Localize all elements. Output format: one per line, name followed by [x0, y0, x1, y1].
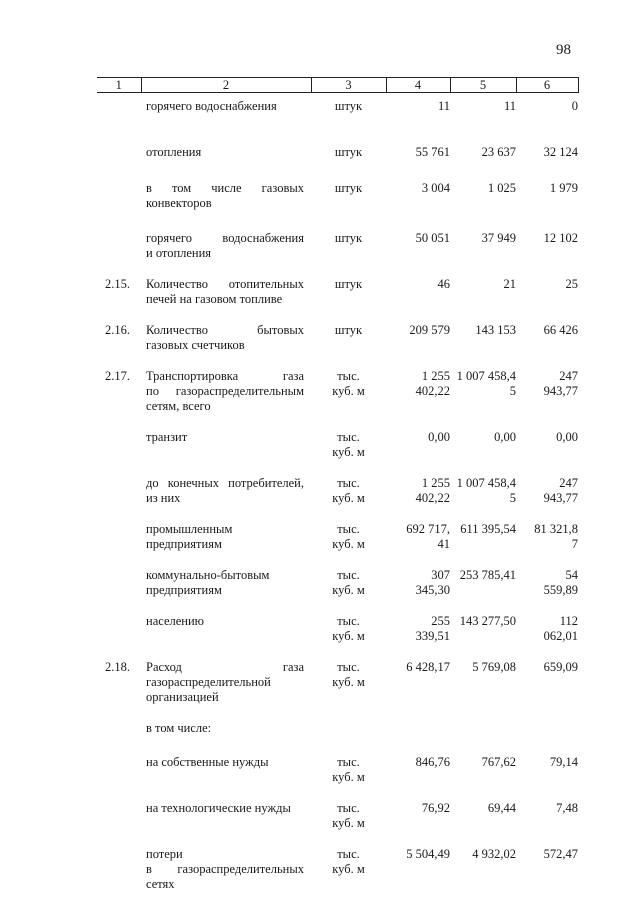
row-number — [97, 307, 141, 353]
row-name — [141, 831, 311, 892]
row-name-line: организацией — [146, 689, 219, 704]
table-row — [97, 125, 578, 161]
value-col-6 — [516, 705, 578, 739]
value-col-5-line: 253 785,41 — [459, 567, 516, 582]
value-col-5-line: 11 — [503, 99, 516, 113]
row-unit — [311, 353, 386, 414]
row-name-line: предприятиям — [146, 536, 222, 551]
value-col-6 — [516, 644, 578, 705]
value-col-5-line: 5 — [509, 490, 516, 505]
value-col-4 — [386, 785, 450, 831]
row-unit-line: куб. м — [332, 536, 365, 551]
table-row — [97, 161, 578, 211]
value-col-6 — [516, 739, 578, 785]
value-col-5 — [450, 705, 516, 739]
value-col-6 — [516, 598, 578, 644]
row-unit-line: тыс. — [337, 659, 360, 674]
row-name — [141, 261, 311, 307]
value-col-6 — [516, 211, 578, 261]
value-col-6-line: 79,14 — [549, 754, 578, 769]
row-name-line: потери — [146, 846, 183, 861]
value-col-6 — [516, 93, 578, 125]
value-col-6-line: 247 — [559, 368, 578, 383]
row-name-line: и отопления — [146, 245, 212, 260]
value-col-4-line: 1 255 — [421, 475, 450, 490]
value-col-5 — [450, 831, 516, 892]
value-col-6-line: 7,48 — [556, 800, 578, 815]
row-unit-line: штук — [334, 99, 363, 113]
row-number — [97, 460, 141, 506]
row-name-line: предприятиям — [146, 582, 222, 597]
value-col-4-line: 76,92 — [421, 800, 450, 815]
table-row — [97, 739, 578, 785]
row-unit-line: штук — [334, 276, 363, 291]
row-unit — [311, 705, 386, 739]
value-col-5-line: 1 007 458,4 — [456, 368, 516, 383]
table-row — [97, 785, 578, 831]
column-header: 1 — [97, 78, 141, 93]
value-col-6 — [516, 414, 578, 460]
row-name-line: в газораспределительных — [146, 861, 304, 876]
row-name — [141, 705, 311, 739]
row-unit — [311, 506, 386, 552]
row-number — [97, 785, 141, 831]
value-col-5 — [450, 598, 516, 644]
value-col-4 — [386, 506, 450, 552]
row-name-line: отопления — [146, 144, 202, 159]
value-col-5 — [450, 261, 516, 307]
value-col-6-line: 659,09 — [543, 659, 578, 674]
value-col-5-line: 23 637 — [481, 144, 516, 159]
row-name — [141, 125, 311, 161]
row-name — [141, 785, 311, 831]
value-col-6-line: 7 — [571, 536, 578, 551]
row-unit-line: куб. м — [332, 383, 365, 398]
value-col-6 — [516, 506, 578, 552]
row-unit — [311, 460, 386, 506]
row-name-line: печей на газовом топливе — [146, 291, 283, 306]
value-col-6-line: 66 426 — [543, 322, 578, 337]
row-name-line: до конечных потребителей, — [146, 475, 304, 490]
value-col-6-line: 81 321,8 — [534, 521, 578, 536]
table-row — [97, 644, 578, 705]
row-name — [141, 93, 311, 125]
table-row — [97, 93, 578, 125]
row-unit-line: штук — [334, 230, 363, 245]
table-row — [97, 211, 578, 261]
row-name-line: на собственные нужды — [146, 754, 269, 769]
column-header: 3 — [311, 78, 386, 93]
row-name-line: в том числе газовых — [146, 180, 304, 195]
value-col-5-line: 21 — [503, 276, 516, 291]
value-col-4-line: 345,30 — [415, 582, 450, 597]
value-col-6 — [516, 785, 578, 831]
page-number: 98 — [556, 42, 571, 58]
row-number-line: 2.18. — [105, 659, 130, 674]
value-col-6-line: 572,47 — [543, 846, 578, 861]
value-col-4-line: 50 051 — [415, 230, 450, 245]
row-name — [141, 739, 311, 785]
value-col-5 — [450, 353, 516, 414]
value-col-5 — [450, 125, 516, 161]
value-col-5-line: 37 949 — [481, 230, 516, 245]
row-name — [141, 460, 311, 506]
row-name — [141, 307, 311, 353]
row-name-line: из них — [146, 490, 181, 505]
row-name-line: коммунально-бытовым — [146, 567, 270, 582]
value-col-5-line: 5 769,08 — [472, 659, 516, 674]
value-col-5-line: 611 395,54 — [460, 521, 516, 536]
value-col-4 — [386, 644, 450, 705]
value-col-6-line: 247 — [559, 475, 578, 490]
row-unit — [311, 125, 386, 161]
value-col-6-line: 112 — [559, 613, 578, 628]
value-col-4 — [386, 831, 450, 892]
row-number-line: 2.15. — [105, 276, 130, 291]
row-unit-line: тыс. — [337, 754, 360, 769]
value-col-6 — [516, 307, 578, 353]
row-unit — [311, 161, 386, 211]
value-col-5-line: 1 025 — [487, 180, 516, 195]
row-number — [97, 506, 141, 552]
value-col-4 — [386, 705, 450, 739]
row-unit — [311, 831, 386, 892]
row-number — [97, 261, 141, 307]
value-col-5-line: 4 932,02 — [472, 846, 516, 861]
value-col-4-line: 5 504,49 — [406, 846, 450, 861]
row-unit — [311, 261, 386, 307]
value-col-4 — [386, 211, 450, 261]
table-row — [97, 261, 578, 307]
value-col-4-line: 3 004 — [421, 180, 450, 195]
row-name-line: газораспределительной — [146, 674, 271, 689]
row-unit-line: куб. м — [332, 444, 365, 459]
row-unit-line: куб. м — [332, 815, 365, 830]
row-name-line: промышленным — [146, 521, 233, 536]
column-header: 2 — [141, 78, 311, 93]
row-unit — [311, 93, 386, 125]
row-name-line: конвекторов — [146, 195, 212, 210]
row-unit-line: куб. м — [332, 490, 365, 505]
table-row — [97, 307, 578, 353]
value-col-4-line: 402,22 — [415, 383, 450, 398]
value-col-4-line: 209 579 — [409, 322, 450, 337]
value-col-4 — [386, 739, 450, 785]
row-unit — [311, 644, 386, 705]
value-col-6 — [516, 831, 578, 892]
row-number — [97, 125, 141, 161]
row-unit-line: тыс. — [337, 800, 360, 815]
value-col-4-line: 255 — [431, 613, 450, 628]
value-col-4-line: 846,76 — [415, 754, 450, 769]
row-number — [97, 705, 141, 739]
row-unit-line: куб. м — [332, 674, 365, 689]
row-name — [141, 161, 311, 211]
row-name — [141, 552, 311, 598]
value-col-6 — [516, 460, 578, 506]
row-unit-line: тыс. — [337, 429, 360, 444]
value-col-4-line: 41 — [437, 536, 450, 551]
table-row — [97, 705, 578, 739]
value-col-5 — [450, 414, 516, 460]
value-col-4-line: 692 717, — [406, 521, 450, 536]
row-name — [141, 644, 311, 705]
row-name-line: сетям, всего — [146, 398, 211, 413]
row-name-line: Количество бытовых — [146, 322, 304, 337]
row-name-line: по газораспределительным — [146, 383, 304, 398]
row-unit — [311, 211, 386, 261]
row-unit-line: тыс. — [337, 846, 360, 861]
value-col-4 — [386, 552, 450, 598]
value-col-5 — [450, 739, 516, 785]
value-col-6-line: 54 — [565, 567, 578, 582]
value-col-6-line: 062,01 — [543, 628, 578, 643]
row-unit — [311, 785, 386, 831]
row-name-line: Количество отопительных — [146, 276, 304, 291]
row-name-line: газовых счетчиков — [146, 337, 245, 352]
table-row — [97, 552, 578, 598]
value-col-6 — [516, 552, 578, 598]
value-col-4-line: 1 255 — [421, 368, 450, 383]
value-col-5 — [450, 161, 516, 211]
row-unit — [311, 307, 386, 353]
value-col-6-line: 25 — [565, 276, 578, 291]
value-col-5-line: 5 — [509, 383, 516, 398]
value-col-4-line: 339,51 — [415, 628, 450, 643]
table-row — [97, 831, 578, 892]
row-unit-line: штук — [334, 144, 363, 159]
row-unit-line: тыс. — [337, 567, 360, 582]
row-number — [97, 644, 141, 705]
value-col-4-line: 6 428,17 — [406, 659, 450, 674]
row-number — [97, 739, 141, 785]
value-col-6-line: 0 — [571, 99, 578, 113]
value-col-4 — [386, 460, 450, 506]
value-col-4-line: 0,00 — [428, 429, 450, 444]
row-name — [141, 414, 311, 460]
row-unit-line: куб. м — [332, 861, 365, 876]
value-col-5-line: 0,00 — [494, 429, 516, 444]
row-unit-line: куб. м — [332, 582, 365, 597]
header-row — [97, 78, 578, 93]
row-unit-line: тыс. — [337, 475, 360, 490]
row-unit-line: штук — [334, 180, 363, 195]
row-number — [97, 831, 141, 892]
value-col-5-line: 143 153 — [475, 322, 516, 337]
value-col-4 — [386, 353, 450, 414]
value-col-5 — [450, 460, 516, 506]
row-unit-line: куб. м — [332, 628, 365, 643]
row-number — [97, 598, 141, 644]
row-unit — [311, 552, 386, 598]
column-header: 4 — [386, 78, 450, 93]
row-number — [97, 552, 141, 598]
row-name-line: населению — [146, 613, 204, 628]
value-col-4-line: 55 761 — [415, 144, 450, 159]
value-col-5 — [450, 211, 516, 261]
row-name-line: Транспортировка газа — [146, 368, 304, 383]
row-name-line: на технологические нужды — [146, 800, 291, 815]
row-unit-line: штук — [334, 322, 363, 337]
value-col-5 — [450, 93, 516, 125]
value-col-4-line: 402,22 — [415, 490, 450, 505]
column-header: 5 — [450, 78, 516, 93]
row-name-line: горячего водоснабжения — [146, 230, 304, 245]
row-name — [141, 598, 311, 644]
value-col-4 — [386, 598, 450, 644]
value-col-5-line: 69,44 — [487, 800, 516, 815]
value-col-4 — [386, 261, 450, 307]
table-row — [97, 353, 578, 414]
row-number-line: 2.17. — [105, 368, 130, 383]
row-name-line: Расход газа — [146, 659, 304, 674]
value-col-6-line: 12 102 — [543, 230, 578, 245]
value-col-4 — [386, 414, 450, 460]
table-row — [97, 460, 578, 506]
value-col-6 — [516, 161, 578, 211]
value-col-4 — [386, 93, 450, 125]
value-col-6-line: 943,77 — [543, 383, 578, 398]
row-number-line: 2.16. — [105, 322, 130, 337]
row-unit — [311, 414, 386, 460]
value-col-4-line: 46 — [437, 276, 450, 291]
row-name-line: горячего водоснабжения — [146, 99, 277, 113]
value-col-6-line: 0,00 — [556, 429, 578, 444]
row-number — [97, 414, 141, 460]
value-col-4 — [386, 125, 450, 161]
value-col-5 — [450, 785, 516, 831]
row-number — [97, 93, 141, 125]
row-unit — [311, 739, 386, 785]
row-unit-line: тыс. — [337, 368, 360, 383]
value-col-4-line: 307 — [431, 567, 450, 582]
value-col-5 — [450, 307, 516, 353]
value-col-6 — [516, 125, 578, 161]
row-name-line: сетях — [146, 876, 175, 891]
row-number — [97, 211, 141, 261]
value-col-6-line: 1 979 — [549, 180, 578, 195]
row-unit-line: тыс. — [337, 521, 360, 536]
value-col-5-line: 143 277,50 — [459, 613, 516, 628]
value-col-5-line: 767,62 — [481, 754, 516, 769]
value-col-4 — [386, 161, 450, 211]
value-col-5 — [450, 644, 516, 705]
row-number — [97, 161, 141, 211]
row-name-line: транзит — [146, 429, 188, 444]
table-body — [97, 93, 578, 892]
value-col-6 — [516, 261, 578, 307]
value-col-4 — [386, 307, 450, 353]
row-name-line: в том числе: — [146, 720, 212, 735]
row-name — [141, 211, 311, 261]
row-name — [141, 353, 311, 414]
value-col-6 — [516, 353, 578, 414]
value-col-6-line: 32 124 — [543, 144, 578, 159]
value-col-5 — [450, 552, 516, 598]
value-col-6-line: 559,89 — [543, 582, 578, 597]
row-unit-line: тыс. — [337, 613, 360, 628]
value-col-5-line: 1 007 458,4 — [456, 475, 516, 490]
row-unit — [311, 598, 386, 644]
table-row — [97, 506, 578, 552]
value-col-5 — [450, 506, 516, 552]
data-table — [97, 77, 579, 892]
row-name — [141, 506, 311, 552]
table-row — [97, 598, 578, 644]
value-col-6-line: 943,77 — [543, 490, 578, 505]
column-header: 6 — [516, 78, 578, 93]
table-row — [97, 414, 578, 460]
value-col-4-line: 11 — [437, 99, 450, 113]
row-unit-line: куб. м — [332, 769, 365, 784]
row-number — [97, 353, 141, 414]
